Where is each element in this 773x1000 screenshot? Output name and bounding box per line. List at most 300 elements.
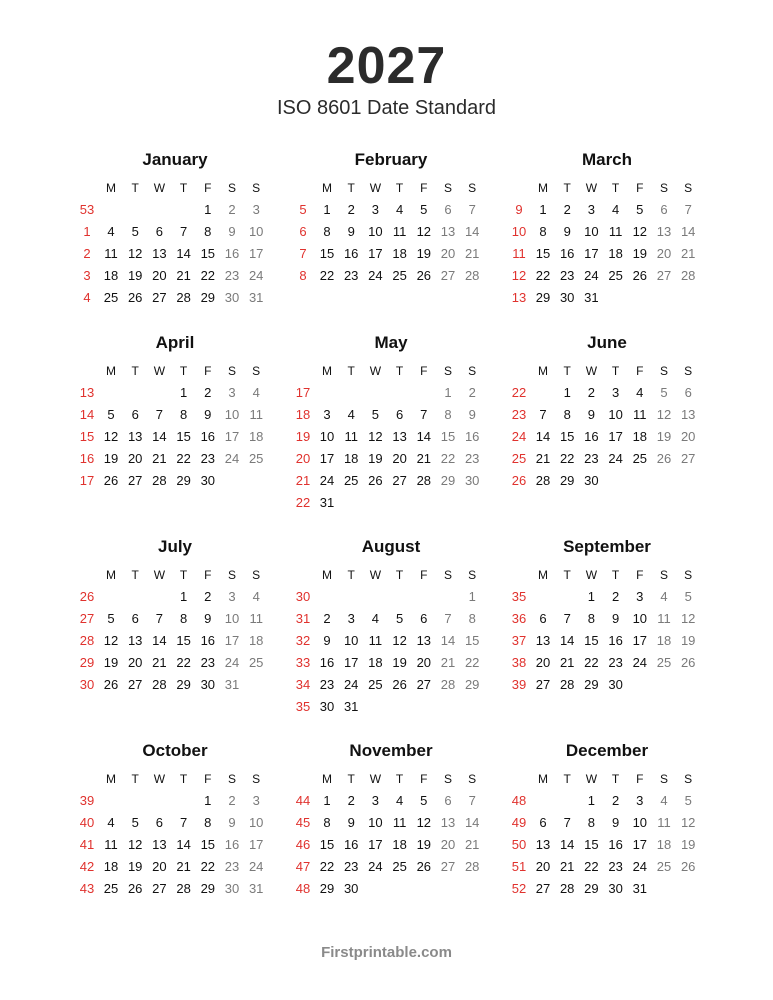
day-cell: 5 — [420, 202, 428, 217]
day-cell: 23 — [224, 268, 240, 283]
day-cell: 14 — [440, 633, 456, 648]
day-cell: 26 — [656, 451, 672, 466]
day-cell: 26 — [127, 881, 143, 896]
day-cell: 9 — [347, 224, 355, 239]
week-number: 30 — [295, 589, 311, 604]
weekday-header: W — [585, 181, 598, 195]
day-cell: 14 — [152, 429, 167, 444]
day-cell: 9 — [611, 611, 620, 626]
day-cell: 15 — [440, 429, 456, 444]
day-cell: 16 — [464, 429, 480, 444]
day-cell: 15 — [176, 633, 191, 648]
day-cell: 21 — [176, 268, 191, 283]
day-cell: 31 — [224, 677, 240, 692]
day-cell: 13 — [127, 429, 143, 444]
weekday-header: W — [153, 772, 166, 786]
weekday-header: T — [347, 568, 355, 582]
day-cell: 4 — [611, 202, 620, 217]
week-number: 53 — [79, 202, 95, 217]
month-name: January — [142, 150, 208, 169]
day-cell: 6 — [684, 385, 692, 400]
day-cell: 4 — [252, 385, 260, 400]
week-number: 13 — [511, 290, 527, 305]
weekday-header: S — [684, 772, 693, 786]
day-cell: 15 — [319, 837, 335, 852]
weekday-header: T — [131, 364, 139, 378]
day-cell: 31 — [584, 290, 599, 305]
week-number: 50 — [511, 837, 527, 852]
day-cell: 3 — [228, 385, 236, 400]
day-cell: 11 — [104, 246, 118, 261]
day-cell: 30 — [224, 881, 240, 896]
weekday-header: M — [322, 772, 332, 786]
day-cell: 28 — [464, 268, 480, 283]
weekday-header: M — [106, 568, 116, 582]
day-cell: 8 — [323, 815, 331, 830]
day-cell: 6 — [539, 611, 547, 626]
weekday-header: T — [563, 181, 571, 195]
day-cell: 3 — [371, 202, 379, 217]
day-cell: 29 — [176, 473, 191, 488]
day-cell: 20 — [152, 859, 167, 874]
day-cell: 25 — [368, 677, 383, 692]
day-cell: 13 — [535, 837, 551, 852]
weekday-header: S — [659, 364, 668, 378]
day-cell: 2 — [587, 385, 595, 400]
day-cell: 13 — [152, 837, 167, 852]
day-cell: 24 — [319, 473, 335, 488]
day-cell: 24 — [248, 268, 264, 283]
calendar-header — [0, 36, 773, 120]
day-cell: 11 — [657, 611, 671, 626]
day-cell: 6 — [395, 407, 404, 422]
day-cell: 25 — [632, 451, 648, 466]
day-cell: 13 — [535, 633, 551, 648]
day-cell: 1 — [323, 202, 331, 217]
day-cell: 22 — [440, 451, 456, 466]
day-cell: 31 — [343, 699, 359, 714]
day-cell: 3 — [636, 589, 644, 604]
day-cell: 9 — [468, 407, 476, 422]
day-cell: 11 — [104, 837, 118, 852]
day-cell: 20 — [392, 451, 407, 466]
weekday-header: S — [252, 364, 261, 378]
day-cell: 2 — [228, 793, 236, 808]
week-number: 51 — [511, 859, 527, 874]
weekday-header: S — [468, 772, 477, 786]
day-cell: 21 — [680, 246, 696, 261]
day-cell: 4 — [371, 611, 379, 626]
week-number: 30 — [79, 677, 95, 692]
day-cell: 18 — [632, 429, 648, 444]
day-cell: 10 — [368, 815, 383, 830]
month-name: June — [587, 333, 627, 352]
weekday-header: F — [204, 181, 212, 195]
day-cell: 12 — [127, 246, 143, 261]
day-cell: 28 — [152, 473, 167, 488]
day-cell: 3 — [323, 407, 331, 422]
day-cell: 22 — [584, 655, 599, 670]
day-cell: 26 — [103, 473, 119, 488]
month-name: April — [155, 333, 195, 352]
day-cell: 28 — [152, 677, 167, 692]
day-cell: 26 — [416, 859, 432, 874]
day-cell: 14 — [559, 633, 575, 648]
weekday-header: S — [227, 181, 236, 195]
day-cell: 7 — [468, 793, 476, 808]
day-cell: 5 — [107, 407, 115, 422]
week-number: 26 — [79, 589, 95, 604]
day-cell: 21 — [464, 837, 480, 852]
day-cell: 14 — [176, 246, 191, 261]
day-cell: 9 — [587, 407, 595, 422]
day-cell: 19 — [127, 859, 143, 874]
day-cell: 1 — [204, 793, 212, 808]
day-cell: 22 — [176, 655, 191, 670]
weekday-header: W — [153, 181, 166, 195]
day-cell: 17 — [608, 429, 623, 444]
day-cell: 20 — [416, 655, 432, 670]
day-cell: 4 — [107, 815, 115, 830]
weekday-header: F — [420, 568, 428, 582]
day-cell: 11 — [608, 224, 623, 239]
day-cell: 14 — [680, 224, 696, 239]
day-cell: 31 — [319, 495, 335, 510]
weekday-header: T — [611, 568, 620, 582]
day-cell: 16 — [200, 429, 216, 444]
week-number: 32 — [295, 633, 311, 648]
day-cell: 21 — [416, 451, 432, 466]
weekday-header: S — [684, 181, 693, 195]
weekday-header: T — [611, 181, 620, 195]
day-cell: 10 — [632, 611, 648, 626]
weekday-header: S — [468, 181, 477, 195]
day-cell: 1 — [563, 385, 571, 400]
day-cell: 15 — [559, 429, 575, 444]
day-cell: 12 — [416, 224, 432, 239]
day-cell: 11 — [657, 815, 671, 830]
day-cell: 8 — [587, 611, 595, 626]
day-cell: 22 — [200, 268, 216, 283]
day-cell: 19 — [680, 633, 696, 648]
day-cell: 24 — [248, 859, 264, 874]
day-cell: 26 — [368, 473, 383, 488]
day-cell: 28 — [559, 881, 575, 896]
day-cell: 18 — [368, 655, 383, 670]
day-cell: 21 — [535, 451, 551, 466]
day-cell: 4 — [347, 407, 355, 422]
day-cell: 29 — [584, 881, 599, 896]
month-name: July — [157, 537, 193, 556]
day-cell: 3 — [611, 385, 620, 400]
day-cell: 5 — [420, 793, 428, 808]
week-number: 6 — [299, 224, 307, 239]
day-cell: 3 — [252, 793, 260, 808]
day-cell: 9 — [347, 815, 355, 830]
day-cell: 4 — [636, 385, 644, 400]
week-number: 42 — [79, 859, 95, 874]
weekday-header: T — [131, 181, 139, 195]
day-cell: 30 — [608, 881, 623, 896]
day-cell: 30 — [608, 677, 623, 692]
week-number: 11 — [512, 246, 526, 261]
weekday-header: S — [443, 181, 452, 195]
day-cell: 6 — [155, 224, 163, 239]
day-cell: 26 — [127, 290, 143, 305]
day-cell: 8 — [323, 224, 331, 239]
week-number: 44 — [295, 793, 311, 808]
weekday-header: W — [369, 772, 382, 786]
day-cell: 23 — [608, 655, 623, 670]
day-cell: 1 — [468, 589, 476, 604]
day-cell: 20 — [127, 655, 143, 670]
weekday-header: T — [563, 772, 571, 786]
weekday-header: W — [369, 364, 382, 378]
day-cell: 29 — [319, 881, 335, 896]
day-cell: 26 — [103, 677, 119, 692]
day-cell: 28 — [464, 859, 480, 874]
day-cell: 30 — [464, 473, 480, 488]
day-cell: 27 — [152, 881, 167, 896]
weekday-header: T — [347, 772, 355, 786]
week-number: 17 — [79, 473, 95, 488]
day-cell: 30 — [343, 881, 359, 896]
week-number: 4 — [83, 290, 91, 305]
day-cell: 16 — [224, 837, 240, 852]
weekday-header: T — [611, 772, 620, 786]
day-cell: 17 — [632, 837, 648, 852]
day-cell: 1 — [444, 385, 452, 400]
day-cell: 7 — [179, 224, 188, 239]
day-cell: 12 — [680, 611, 696, 626]
day-cell: 30 — [559, 290, 575, 305]
day-cell: 10 — [343, 633, 359, 648]
day-cell: 11 — [392, 815, 407, 830]
day-cell: 13 — [680, 407, 696, 422]
weekday-header: F — [636, 568, 644, 582]
day-cell: 10 — [584, 224, 599, 239]
day-cell: 22 — [319, 268, 335, 283]
day-cell: 28 — [559, 677, 575, 692]
weekday-header: F — [420, 181, 428, 195]
weekday-header: T — [395, 772, 404, 786]
month-name: November — [349, 741, 433, 760]
day-cell: 29 — [200, 290, 216, 305]
month-name: February — [354, 150, 428, 169]
day-cell: 6 — [420, 611, 428, 626]
day-cell: 17 — [584, 246, 599, 261]
week-number: 27 — [79, 611, 95, 626]
weekday-header: T — [179, 364, 188, 378]
day-cell: 19 — [127, 268, 143, 283]
day-cell: 5 — [371, 407, 379, 422]
day-cell: 16 — [584, 429, 599, 444]
day-cell: 29 — [200, 881, 216, 896]
day-cell: 10 — [368, 224, 383, 239]
day-cell: 2 — [204, 385, 212, 400]
day-cell: 7 — [179, 815, 188, 830]
day-cell: 22 — [559, 451, 575, 466]
day-cell: 9 — [204, 611, 212, 626]
day-cell: 18 — [248, 633, 264, 648]
day-cell: 28 — [680, 268, 696, 283]
weekday-header: M — [538, 181, 548, 195]
day-cell: 28 — [176, 881, 191, 896]
day-cell: 20 — [127, 451, 143, 466]
week-number: 12 — [511, 268, 527, 283]
day-cell: 11 — [633, 407, 647, 422]
weekday-header: F — [636, 181, 644, 195]
weekday-header: T — [347, 181, 355, 195]
week-number: 8 — [299, 268, 307, 283]
day-cell: 15 — [584, 633, 599, 648]
day-cell: 27 — [127, 473, 143, 488]
day-cell: 12 — [127, 837, 143, 852]
week-number: 39 — [511, 677, 527, 692]
day-cell: 12 — [656, 407, 672, 422]
day-cell: 25 — [392, 859, 407, 874]
day-cell: 14 — [559, 837, 575, 852]
day-cell: 15 — [464, 633, 480, 648]
week-number: 9 — [515, 202, 523, 217]
week-number: 34 — [295, 677, 311, 692]
day-cell: 12 — [416, 815, 432, 830]
weekday-header: S — [468, 364, 477, 378]
weekday-header: S — [252, 772, 261, 786]
day-cell: 20 — [152, 268, 167, 283]
week-number: 13 — [79, 385, 95, 400]
weekday-header: M — [106, 181, 116, 195]
day-cell: 25 — [656, 655, 672, 670]
weekday-header: F — [636, 772, 644, 786]
weekday-header: S — [659, 568, 668, 582]
day-cell: 18 — [656, 837, 672, 852]
day-cell: 23 — [200, 655, 216, 670]
day-cell: 3 — [587, 202, 595, 217]
day-cell: 13 — [416, 633, 432, 648]
day-cell: 26 — [680, 859, 696, 874]
day-cell: 13 — [656, 224, 672, 239]
week-number: 43 — [79, 881, 95, 896]
day-cell: 15 — [200, 246, 216, 261]
day-cell: 15 — [200, 837, 216, 852]
weekday-header: S — [252, 181, 261, 195]
weekday-header: M — [322, 364, 332, 378]
weekday-header: M — [538, 568, 548, 582]
weekday-header: T — [347, 364, 355, 378]
day-cell: 18 — [392, 246, 407, 261]
day-cell: 11 — [344, 429, 358, 444]
day-cell: 28 — [535, 473, 551, 488]
day-cell: 6 — [444, 793, 452, 808]
weekday-header: W — [585, 772, 598, 786]
day-cell: 2 — [323, 611, 331, 626]
day-cell: 25 — [392, 268, 407, 283]
day-cell: 27 — [392, 473, 407, 488]
subtitle: ISO 8601 Date Standard — [276, 97, 497, 119]
day-cell: 10 — [248, 815, 264, 830]
week-number: 29 — [79, 655, 95, 670]
day-cell: 19 — [416, 837, 432, 852]
day-cell: 18 — [103, 268, 119, 283]
day-cell: 21 — [464, 246, 480, 261]
day-cell: 17 — [248, 837, 264, 852]
weekday-header: T — [179, 568, 188, 582]
day-cell: 24 — [584, 268, 599, 283]
day-cell: 5 — [684, 793, 692, 808]
day-cell: 20 — [535, 859, 551, 874]
day-cell: 7 — [539, 407, 547, 422]
day-cell: 23 — [224, 859, 240, 874]
day-cell: 10 — [224, 407, 240, 422]
day-cell: 9 — [611, 815, 620, 830]
day-cell: 11 — [392, 224, 407, 239]
day-cell: 25 — [656, 859, 672, 874]
day-cell: 29 — [535, 290, 551, 305]
day-cell: 22 — [319, 859, 335, 874]
day-cell: 21 — [176, 859, 191, 874]
week-number: 15 — [79, 429, 95, 444]
week-number: 48 — [295, 881, 311, 896]
day-cell: 22 — [584, 859, 599, 874]
week-number: 47 — [295, 859, 311, 874]
day-cell: 18 — [392, 837, 407, 852]
day-cell: 27 — [127, 677, 143, 692]
day-cell: 27 — [440, 268, 456, 283]
day-cell: 19 — [103, 655, 119, 670]
weekday-header: S — [443, 364, 452, 378]
week-number: 45 — [295, 815, 311, 830]
weekday-header: T — [563, 568, 571, 582]
day-cell: 11 — [249, 407, 263, 422]
day-cell: 7 — [563, 611, 571, 626]
weekday-header: T — [611, 364, 620, 378]
day-cell: 22 — [200, 859, 216, 874]
day-cell: 7 — [444, 611, 452, 626]
day-cell: 28 — [440, 677, 456, 692]
month-name: August — [361, 537, 421, 556]
day-cell: 19 — [368, 451, 383, 466]
weekday-header: T — [563, 364, 571, 378]
day-cell: 14 — [176, 837, 191, 852]
day-cell: 30 — [200, 677, 216, 692]
day-cell: 7 — [563, 815, 571, 830]
day-cell: 12 — [680, 815, 696, 830]
day-cell: 28 — [416, 473, 432, 488]
weekday-header: S — [468, 568, 477, 582]
day-cell: 19 — [416, 246, 432, 261]
week-number: 41 — [79, 837, 95, 852]
day-cell: 2 — [611, 589, 620, 604]
week-number: 19 — [295, 429, 311, 444]
week-number: 16 — [79, 451, 95, 466]
day-cell: 10 — [608, 407, 623, 422]
week-number: 52 — [511, 881, 527, 896]
day-cell: 31 — [248, 290, 264, 305]
week-number: 21 — [295, 473, 311, 488]
week-number: 31 — [295, 611, 311, 626]
week-number: 23 — [511, 407, 527, 422]
weekday-header: S — [227, 568, 236, 582]
month-name: March — [581, 150, 633, 169]
day-cell: 1 — [539, 202, 547, 217]
day-cell: 16 — [608, 633, 623, 648]
day-cell: 20 — [440, 246, 456, 261]
day-cell: 25 — [343, 473, 359, 488]
day-cell: 2 — [204, 589, 212, 604]
weekday-header: S — [443, 568, 452, 582]
day-cell: 14 — [464, 815, 480, 830]
